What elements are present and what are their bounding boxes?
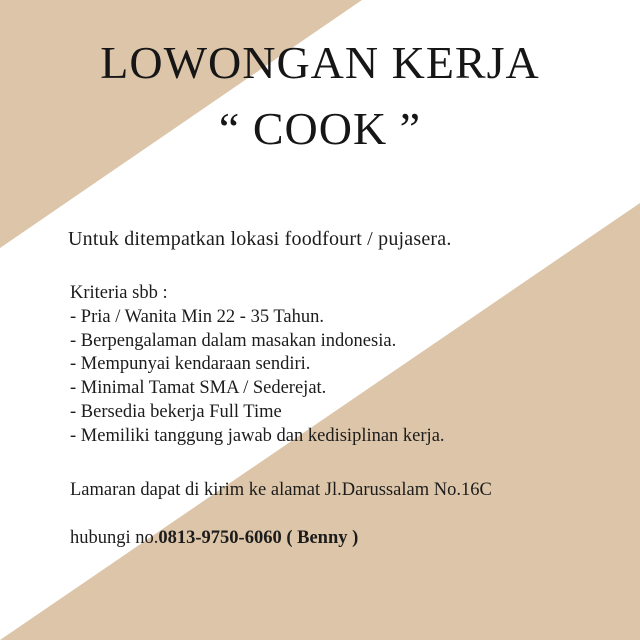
criteria-item: - Memiliki tanggung jawab dan kedisiplinan kerja. — [70, 425, 445, 446]
criteria-item: - Mempunyai kendaraan sendiri. — [70, 354, 311, 375]
contact-line — [70, 528, 358, 549]
contact-phone-number: 0813-9750-6060 — [158, 528, 282, 548]
contact-name: ( Benny ) — [286, 528, 359, 548]
title-line-1: LOWONGAN KERJA — [100, 37, 540, 88]
intro-text: Untuk ditempatkan lokasi foodfourt / pujasera. — [68, 228, 452, 250]
criteria-item: - Berpengalaman dalam masakan indonesia. — [70, 330, 397, 351]
contact-prefix: hubungi no. — [70, 528, 159, 548]
criteria-list — [70, 306, 445, 449]
title-line-2: “ COOK ” — [218, 103, 422, 154]
criteria-item: - Minimal Tamat SMA / Sederejat. — [70, 378, 327, 399]
criteria-item: - Pria / Wanita Min 22 - 35 Tahun. — [70, 306, 324, 327]
criteria-heading: Kriteria sbb : — [70, 283, 168, 303]
address-text: Lamaran dapat di kirim ke alamat Jl.Darussalam No.16C — [70, 480, 492, 500]
criteria-item: - Bersedia bekerja Full Time — [70, 401, 282, 422]
criteria-section — [70, 282, 445, 449]
